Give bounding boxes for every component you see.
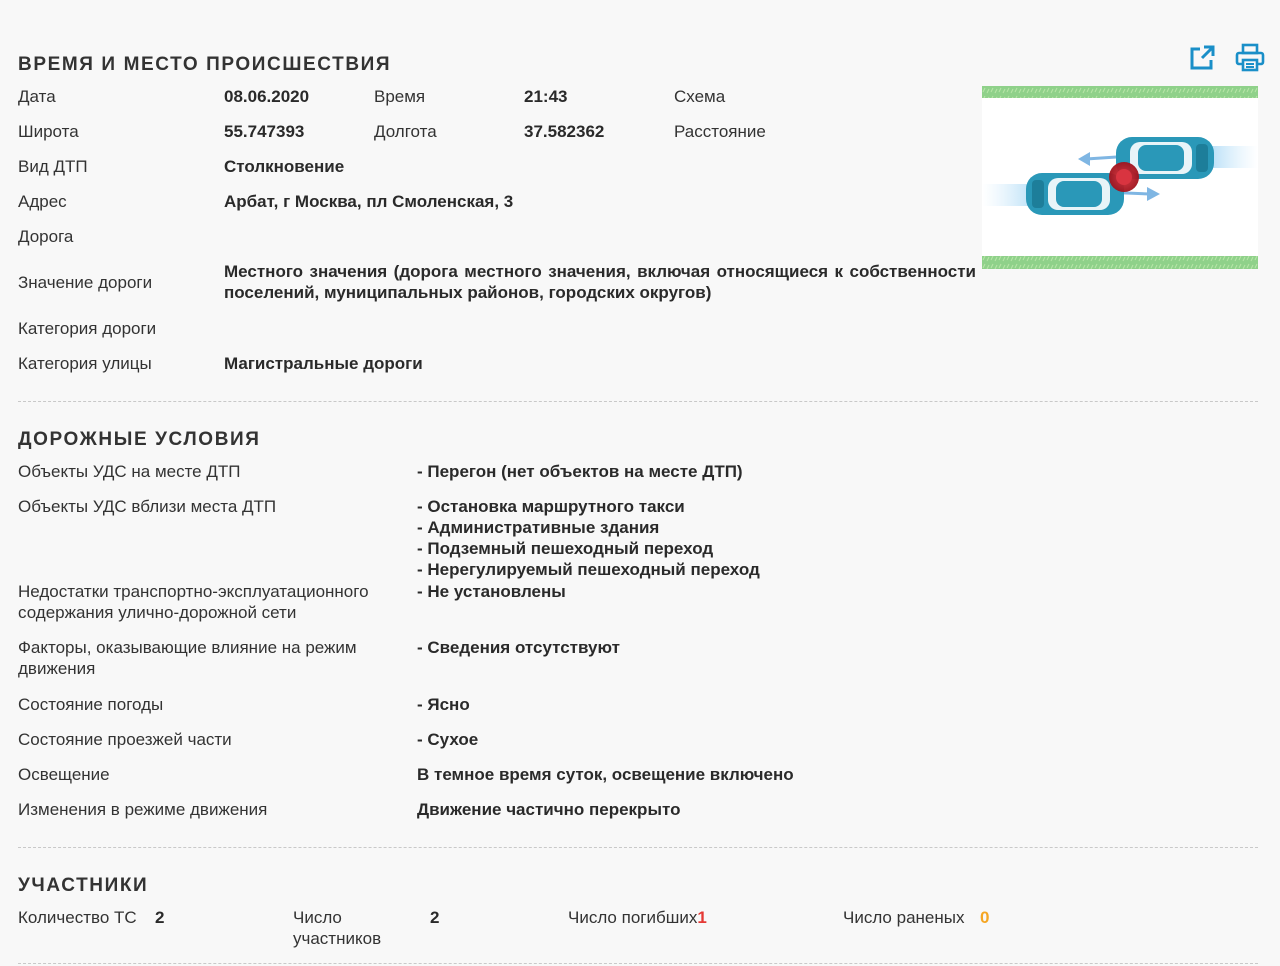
address-label: Адрес — [18, 192, 67, 211]
condition-label: Объекты УДС на месте ДТП — [18, 462, 241, 481]
dead-count-label — [568, 907, 707, 928]
condition-item: - Подземный пешеходный переход — [417, 539, 714, 558]
conditions-section-title: ДОРОЖНЫЕ УСЛОВИЯ — [18, 429, 261, 450]
date-value: 08.06.2020 — [224, 87, 310, 106]
condition-value — [417, 729, 478, 750]
injured-count-value: 0 — [980, 908, 990, 927]
condition-value — [417, 637, 620, 658]
condition-item: - Сухое — [417, 730, 479, 749]
scheme-label: Схема — [674, 87, 726, 106]
condition-value — [417, 461, 743, 482]
external-link-icon[interactable] — [1188, 44, 1218, 74]
condition-label: Состояние погоды — [18, 695, 164, 714]
accident-type-label: Вид ДТП — [18, 157, 88, 176]
incident-section-title: ВРЕМЯ И МЕСТО ПРОИСШЕСТВИЯ — [18, 54, 392, 75]
vehicles-count-label: Количество ТС — [18, 908, 137, 927]
street-category-value: Магистральные дороги — [224, 354, 423, 373]
condition-item: - Остановка маршрутного такси — [417, 497, 685, 516]
collision-scheme-image[interactable] — [982, 86, 1258, 269]
condition-item: - Не установлены — [417, 582, 566, 601]
participants-section-title: УЧАСТНИКИ — [18, 875, 149, 896]
condition-label: Состояние проезжей части — [18, 730, 232, 749]
condition-label: Факторы, оказывающие влияние на режим движения — [18, 638, 357, 678]
condition-item: - Нерегулируемый пешеходный переход — [417, 560, 760, 579]
road-significance-value: Местного значения (дорога местного значения, включая относящиеся к собственности поселений, муниципальных районов, городских округов) — [224, 262, 976, 302]
condition-item: - Сведения отсутствуют — [417, 638, 620, 657]
time-label: Время — [374, 87, 426, 106]
condition-value — [417, 496, 760, 580]
address-value: Арбат, г Москва, пл Смоленская, 3 — [224, 192, 514, 211]
road-category-label: Категория дороги — [18, 319, 157, 338]
dead-count-value: 1 — [697, 908, 707, 927]
condition-label: Недостатки транспортно-эксплуатационного содержания улично-дорожной сети — [18, 582, 369, 622]
condition-value — [417, 799, 680, 820]
latitude-value: 55.747393 — [224, 122, 305, 141]
road-significance-label: Значение дороги — [18, 273, 153, 292]
injured-count-label: Число раненых — [843, 908, 965, 927]
printer-icon[interactable] — [1235, 43, 1265, 73]
longitude-value: 37.582362 — [524, 122, 605, 141]
participants-count-label: Число участников — [293, 908, 382, 948]
participants-count-value: 2 — [430, 908, 440, 927]
longitude-label: Долгота — [374, 122, 437, 141]
condition-label: Освещение — [18, 765, 110, 784]
date-label: Дата — [18, 87, 56, 106]
road-label: Дорога — [18, 227, 74, 246]
vehicles-count-value: 2 — [155, 908, 165, 927]
condition-item: В темное время суток, освещение включено — [417, 765, 794, 784]
condition-value — [417, 764, 794, 785]
accident-type-value: Столкновение — [224, 157, 345, 176]
condition-value — [417, 694, 470, 715]
dead-count-label-text: Число погибших — [568, 908, 698, 927]
condition-label: Изменения в режиме движения — [18, 800, 268, 819]
condition-item: Движение частично перекрыто — [417, 800, 681, 819]
condition-label: Объекты УДС вблизи места ДТП — [18, 497, 277, 516]
condition-item: - Перегон (нет объектов на месте ДТП) — [417, 462, 743, 481]
latitude-label: Широта — [18, 122, 79, 141]
time-value: 21:43 — [524, 87, 568, 106]
distance-label: Расстояние — [674, 122, 766, 141]
condition-value — [417, 581, 566, 602]
condition-item: - Административные здания — [417, 518, 660, 537]
street-category-label: Категория улицы — [18, 354, 152, 373]
condition-item: - Ясно — [417, 695, 470, 714]
section-divider — [18, 401, 1258, 402]
section-divider — [18, 847, 1258, 848]
section-divider — [18, 963, 1258, 964]
